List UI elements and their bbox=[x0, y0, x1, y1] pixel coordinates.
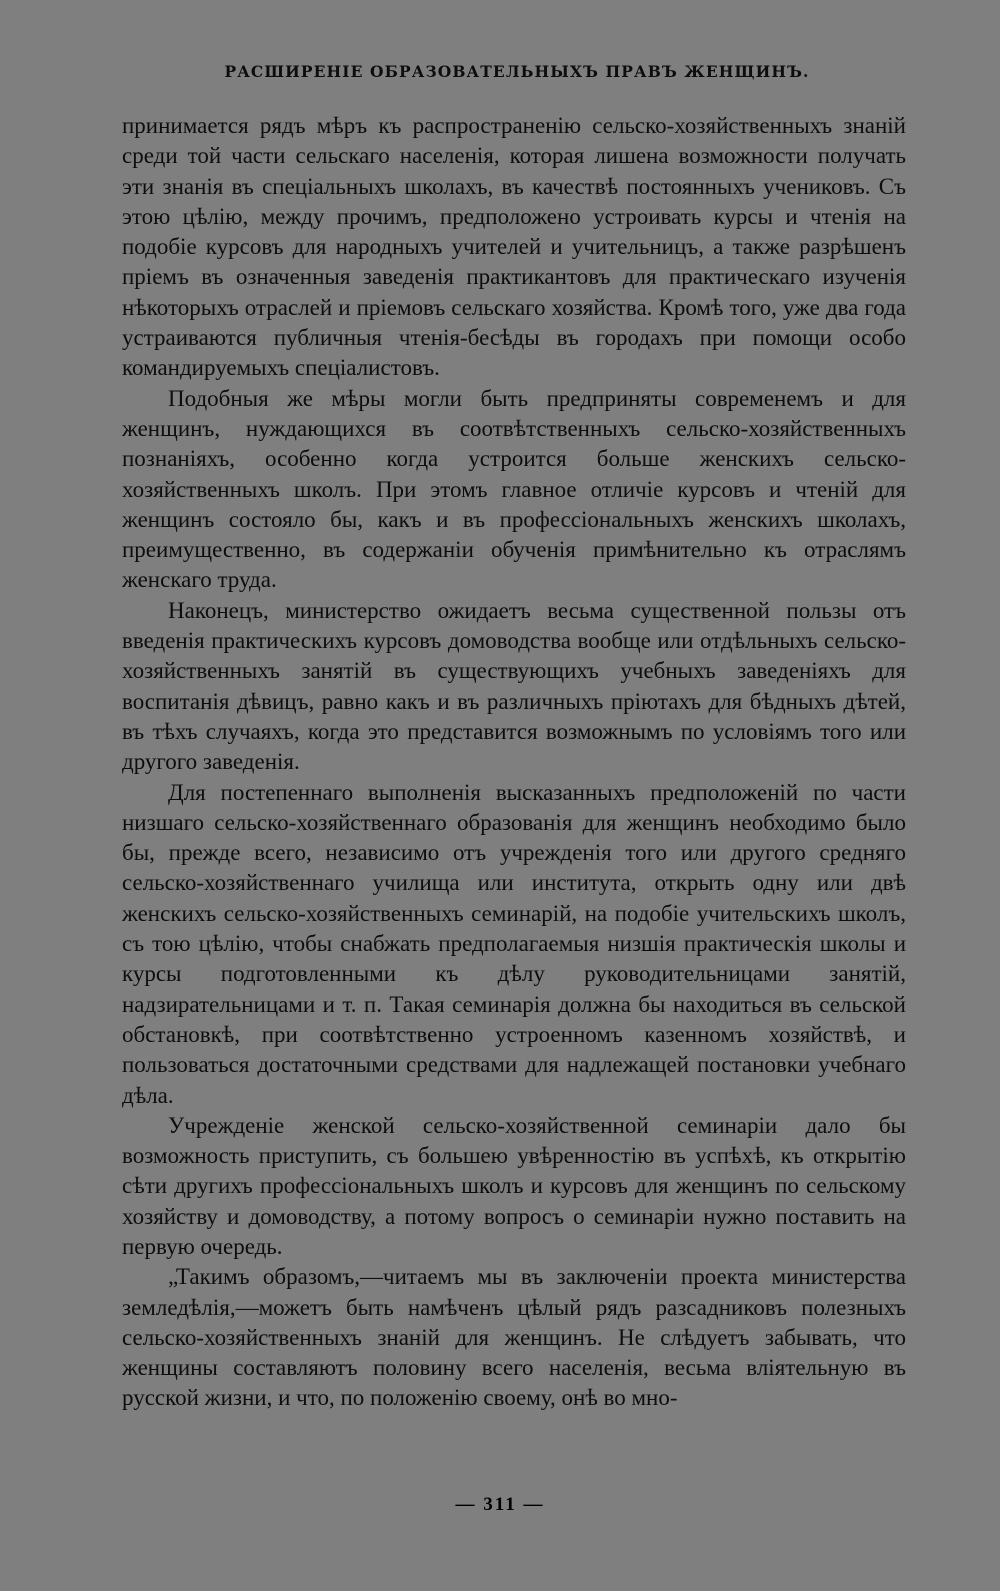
running-head: РАСШИРЕНІЕ ОБРАЗОВАТЕЛЬНЫХЪ ПРАВЪ ЖЕНЩИНЪ. bbox=[224, 62, 810, 81]
body-text bbox=[122, 111, 906, 1414]
paragraph-4: Для постепеннаго выполненія высказанныхъ предположеній по части низшаго сельско-хозяйственнаго образованія для женщинъ необходимо было бы, прежде всего, независимо отъ учрежденія того или другого средняго сельско-хозяйственнаго училища или института, открыть одну или двѣ женскихъ сельско-хозяйственныхъ семинарій, на подобіе учительскихъ школъ, съ тою цѣлію, чтобы снабжать предполагаемыя низшія практическія школы и курсы подготовленными къ дѣлу руководительницами занятій, надзирательницами и т. п. Такая семинарія должна бы находиться въ сельской обстановкѣ, при соотвѣтственно устроенномъ казенномъ хозяйствѣ, и пользоваться достаточными средствами для надлежащей постановки учебнаго дѣла. bbox=[122, 779, 906, 1108]
paragraph-3: Наконецъ, министерство ожидаетъ весьма существенной пользы отъ введенія практическихъ курсовъ домоводства вообще или отдѣльныхъ сельско-хозяйственныхъ занятій въ существующихъ учебныхъ заведеніяхъ для воспитанія дѣвицъ, равно какъ и въ различныхъ пріютахъ для бѣдныхъ дѣтей, въ тѣхъ случаяхъ, когда это представится возможнымъ по условіямъ того или другого заведенія. bbox=[122, 597, 906, 775]
paragraph-5: Учрежденіе женской сельско-хозяйственной семинаріи дало бы возможность приступить, съ большею увѣренностію въ успѣхѣ, къ открытію сѣти другихъ профессіональныхъ школъ и курсовъ для женщинъ по сельскому хозяйству и домоводству, а потому вопросъ о семинаріи нужно поставить на первую очередь. bbox=[122, 1112, 906, 1259]
paragraph-1: принимается рядъ мѣръ къ распространенію сельско-хозяйственныхъ знаній среди той части сельскаго населенія, которая лишена возможности получать эти знанія въ спеціальныхъ школахъ, въ качествѣ постоянныхъ учениковъ. Съ этою цѣлію, между прочимъ, предположено устроивать курсы и чтенія на подобіе курсовъ для народныхъ учителей и учительницъ, а также разрѣшенъ пріемъ въ означенныя заведенія практикантовъ для практическаго изученія нѣкоторыхъ отраслей и пріемовъ сельскаго хозяйства. Кромѣ того, уже два года устраиваются публичныя чтенія-бесѣды въ городахъ при помощи особо командируемыхъ спеціалистовъ. bbox=[122, 113, 906, 381]
page-number: — 311 — bbox=[455, 1494, 545, 1515]
paragraph-6: „Такимъ образомъ,—читаемъ мы въ заключеніи проекта министерства земледѣлія,—можетъ быть намѣченъ цѣлый рядъ разсадниковъ полезныхъ сельско-хозяйственныхъ знаній для женщинъ. Не слѣдуетъ забывать, что женщины составляютъ половину всего населенія, весьма вліятельную въ русской жизни, и что, по положенію своему, онѣ во мно- bbox=[122, 1264, 906, 1411]
paragraph-2: Подобныя же мѣры могли быть предприняты современемъ и для женщинъ, нуждающихся въ соотвѣтственныхъ сельско-хозяйственныхъ познаніяхъ, особенно когда устроится больше женскихъ сельско-хозяйственныхъ школъ. При этомъ главное отличіе курсовъ и чтеній для женщинъ состояло бы, какъ и въ профессіональныхъ женскихъ школахъ, преимущественно, въ содержаніи обученія примѣнительно къ отраслямъ женскаго труда. bbox=[122, 385, 906, 593]
